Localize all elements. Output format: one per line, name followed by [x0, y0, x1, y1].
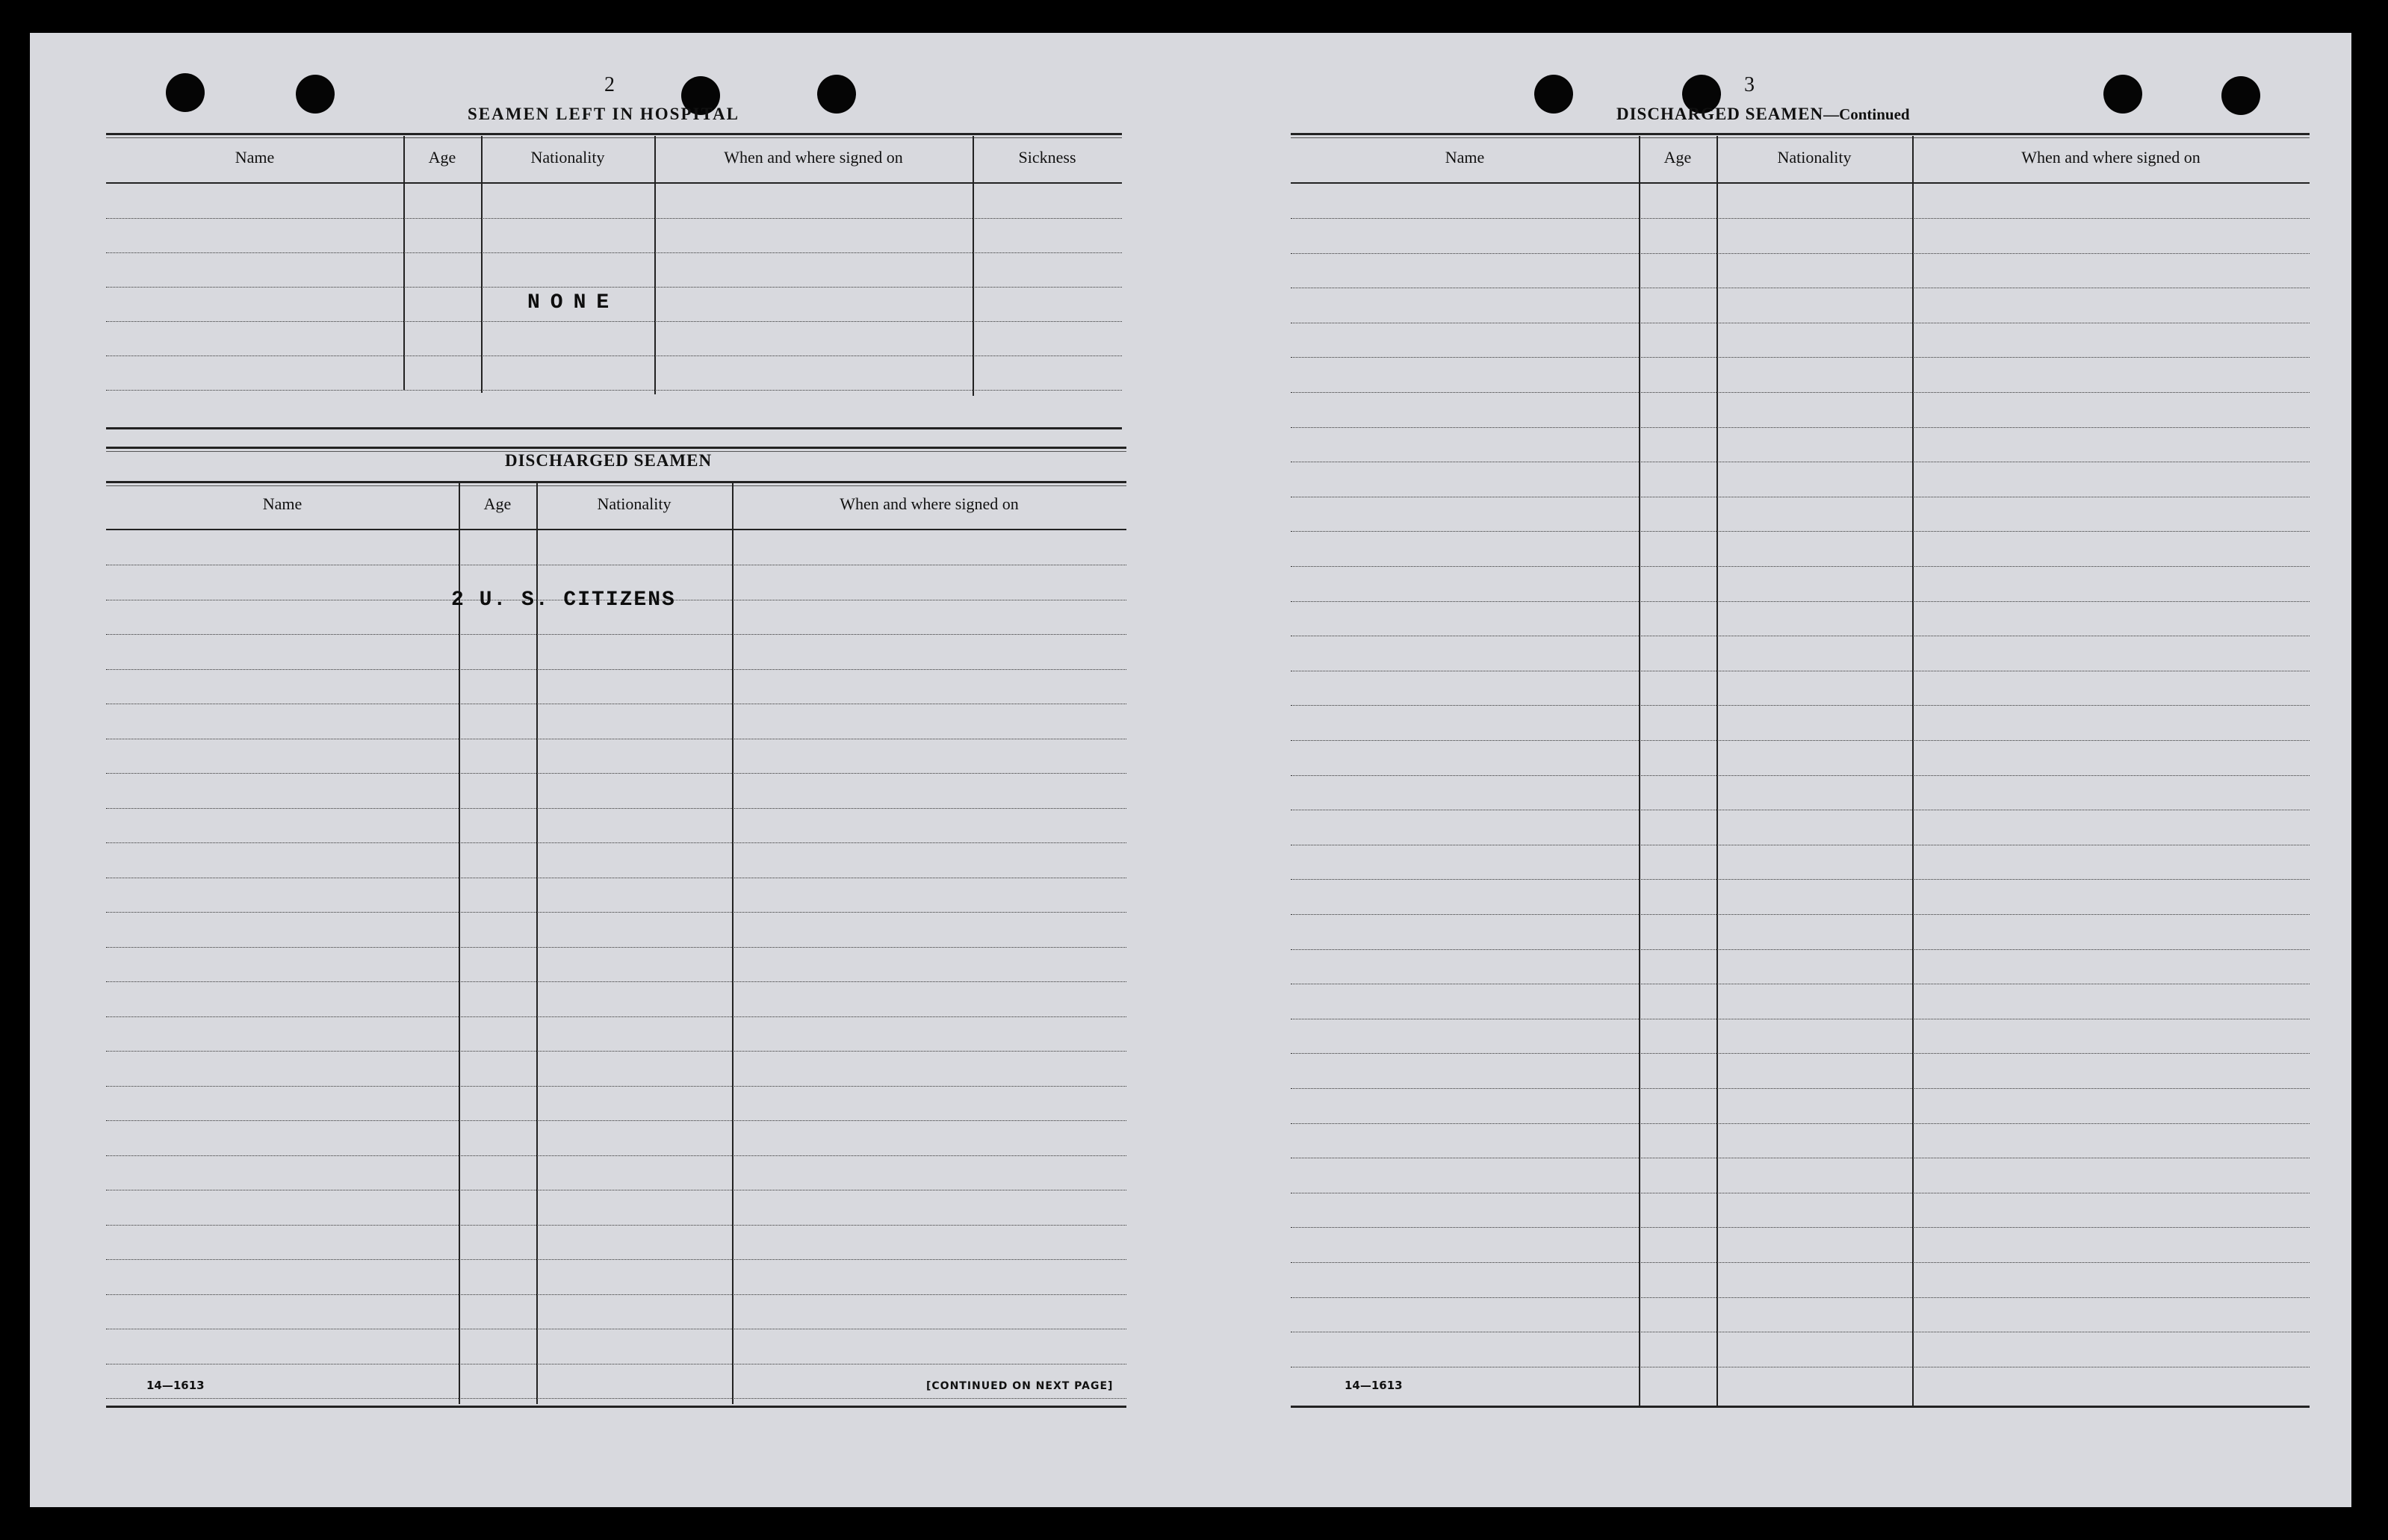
row-rule [1291, 392, 2310, 393]
row-rule [106, 1155, 1126, 1156]
row-rule [1291, 357, 2310, 358]
row-rule [106, 842, 1126, 843]
row-rule [1291, 218, 2310, 219]
column-header-signed-on: When and where signed on [724, 148, 903, 167]
row-rule [106, 321, 1122, 322]
punch-hole [166, 73, 205, 112]
row-rule [1291, 253, 2310, 254]
hospital-section-title: SEAMEN LEFT IN HOSPITAL [468, 105, 740, 123]
row-rule [1291, 1227, 2310, 1228]
row-rule [106, 355, 1122, 356]
row-rule [1291, 879, 2310, 880]
form-number: 14—1613 [146, 1379, 205, 1392]
discharged-section-title: DISCHARGED SEAMEN [505, 451, 713, 470]
row-rule [106, 1051, 1126, 1052]
left-page [30, 33, 1191, 1507]
row-rule [106, 390, 1122, 391]
row-rule [1291, 1262, 2310, 1263]
punch-hole [296, 75, 335, 114]
row-rule [1291, 740, 2310, 741]
row-rule [1291, 914, 2310, 915]
row-rule [106, 669, 1126, 670]
row-rule [1291, 705, 2310, 706]
row-rule [1291, 1053, 2310, 1054]
row-rule [106, 252, 1122, 253]
right-page [1191, 33, 2351, 1507]
column-header-age: Age [483, 494, 512, 513]
page-number: 2 [604, 73, 615, 96]
row-rule [106, 1120, 1126, 1121]
row-rule [106, 634, 1126, 635]
row-rule [1291, 1297, 2310, 1298]
row-rule [1291, 1123, 2310, 1124]
row-rule [1291, 949, 2310, 950]
row-rule [1291, 1088, 2310, 1089]
row-rule [106, 808, 1126, 809]
discharged-continued-title-main: DISCHARGED SEAMEN [1616, 105, 1824, 123]
row-rule [1291, 601, 2310, 602]
column-header-signed-on: When and where signed on [840, 494, 1019, 513]
punch-hole [2103, 75, 2142, 114]
column-header-name: Name [1445, 148, 1485, 167]
row-rule [1291, 531, 2310, 532]
punch-hole [1534, 75, 1573, 114]
column-header-age: Age [428, 148, 456, 167]
row-rule [106, 287, 1122, 288]
row-rule [106, 912, 1126, 913]
row-rule [106, 218, 1122, 219]
row-rule [1291, 775, 2310, 776]
column-header-signed-on: When and where signed on [2021, 148, 2201, 167]
punch-hole [817, 75, 856, 114]
discharged-continued-table [1291, 133, 2310, 1410]
row-rule [106, 1225, 1126, 1226]
row-rule [106, 981, 1126, 982]
document-sheet [30, 33, 2351, 1507]
row-rule [106, 947, 1126, 948]
row-rule [106, 1398, 1126, 1399]
row-rule [106, 773, 1126, 774]
typed-entry-citizens: 2 U. S. CITIZENS [451, 589, 676, 612]
punch-hole [2221, 76, 2260, 115]
hospital-table [106, 133, 1122, 432]
column-header-sickness: Sickness [1018, 148, 1076, 167]
row-rule [1291, 427, 2310, 428]
row-rule [106, 1016, 1126, 1017]
typed-entry-none: NONE [527, 291, 620, 314]
continued-note: [CONTINUED ON NEXT PAGE] [926, 1380, 1114, 1392]
column-header-name: Name [262, 494, 303, 513]
column-header-nationality: Nationality [1777, 148, 1852, 167]
row-rule [106, 1294, 1126, 1295]
column-header-nationality: Nationality [597, 494, 672, 513]
page-number: 3 [1744, 73, 1755, 96]
column-header-name: Name [235, 148, 275, 167]
discharged-continued-title [1616, 105, 1910, 124]
column-header-age: Age [1663, 148, 1692, 167]
form-number: 14—1613 [1345, 1379, 1403, 1392]
row-rule [106, 1259, 1126, 1260]
discharged-continued-title-suffix: —Continued [1823, 105, 1910, 123]
column-header-nationality: Nationality [530, 148, 605, 167]
row-rule [106, 1086, 1126, 1087]
row-rule [1291, 566, 2310, 567]
